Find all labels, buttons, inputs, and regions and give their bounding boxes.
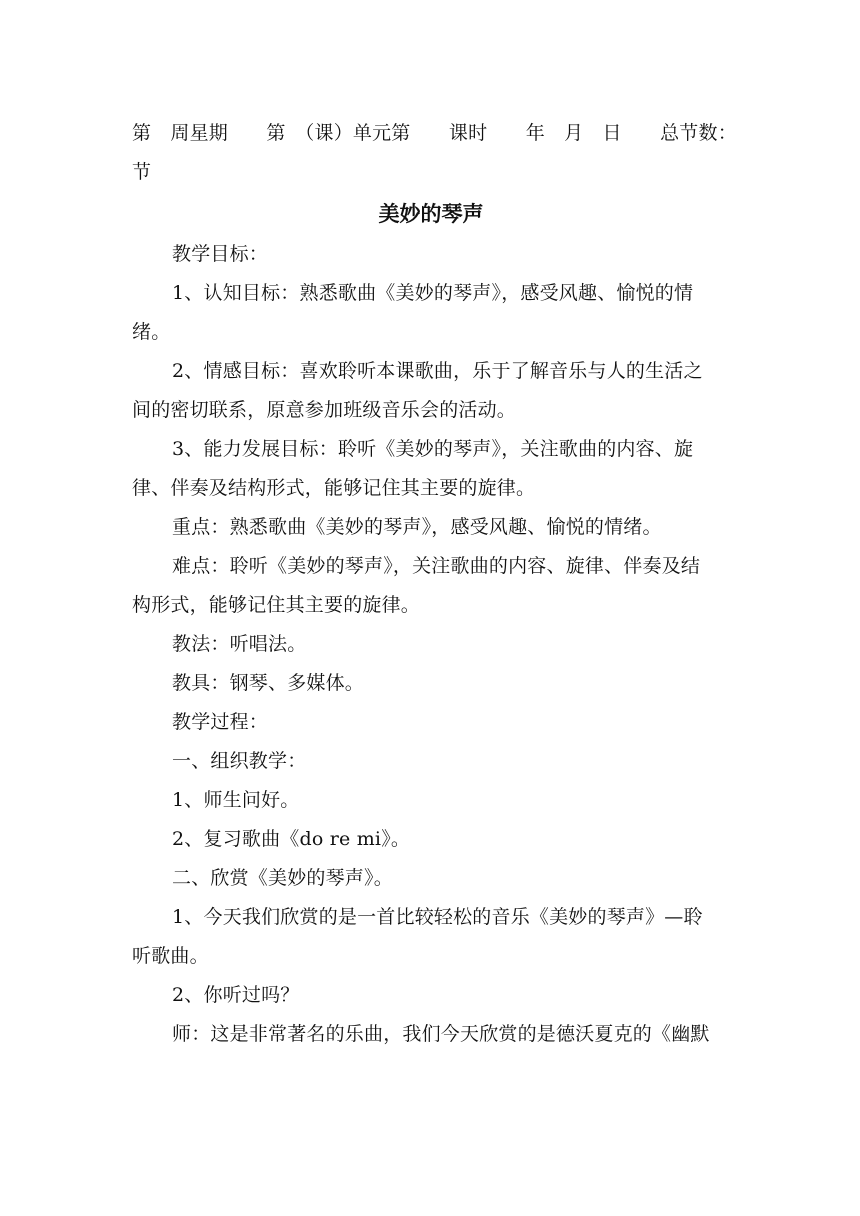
key-point: 重点：熟悉歌曲《美妙的琴声》，感受风趣、愉悦的情绪。 [172, 516, 662, 538]
difficult-point-continued: 构形式，能够记住其主要的旋律。 [132, 594, 421, 616]
objective-cognitive: 1、认知目标：熟悉歌曲《美妙的琴声》，感受风趣、愉悦的情 [172, 282, 694, 304]
step-review-song: 2、复习歌曲《do re mi》。 [172, 828, 411, 850]
step-organize-teaching: 一、组织教学： [172, 750, 307, 772]
section-heading-process: 教学过程： [172, 711, 269, 733]
difficult-point: 难点：聆听《美妙的琴声》，关注歌曲的内容、旋律、伴奏及结 [172, 555, 701, 577]
section-heading-objectives: 教学目标： [172, 243, 269, 265]
lesson-header-line: 第 周星期 第 （课）单元第 课时 年 月 日 总节数： [132, 122, 737, 144]
document-body [132, 114, 737, 1054]
teacher-remark: 师：这是非常著名的乐曲，我们今天欣赏的是德沃夏克的《幽默 [172, 1023, 710, 1045]
lesson-header-continuation: 节 [132, 161, 152, 183]
objective-ability: 3、能力发展目标：聆听《美妙的琴声》，关注歌曲的内容、旋 [172, 438, 694, 460]
step-greeting: 1、师生问好。 [172, 789, 300, 811]
step-question: 2、你听过吗？ [172, 984, 300, 1006]
objective-emotional-continued: 间的密切联系，原意参加班级音乐会的活动。 [132, 399, 517, 421]
teaching-aids: 教具：钢琴、多媒体。 [172, 672, 365, 694]
teaching-method: 教法：听唱法。 [172, 633, 307, 655]
objective-ability-continued: 律、伴奏及结构形式，能够记住其主要的旋律。 [132, 477, 536, 499]
objective-cognitive-continued: 绪。 [132, 321, 171, 343]
lesson-title: 美妙的琴声 [378, 202, 484, 226]
step-appreciate: 二、欣赏《美妙的琴声》。 [172, 867, 393, 889]
objective-emotional: 2、情感目标：喜欢聆听本课歌曲，乐于了解音乐与人的生活之 [172, 360, 703, 382]
step-listen-continued: 听歌曲。 [132, 945, 209, 967]
step-listen: 1、今天我们欣赏的是一首比较轻松的音乐《美妙的琴声》—聆 [172, 906, 703, 928]
